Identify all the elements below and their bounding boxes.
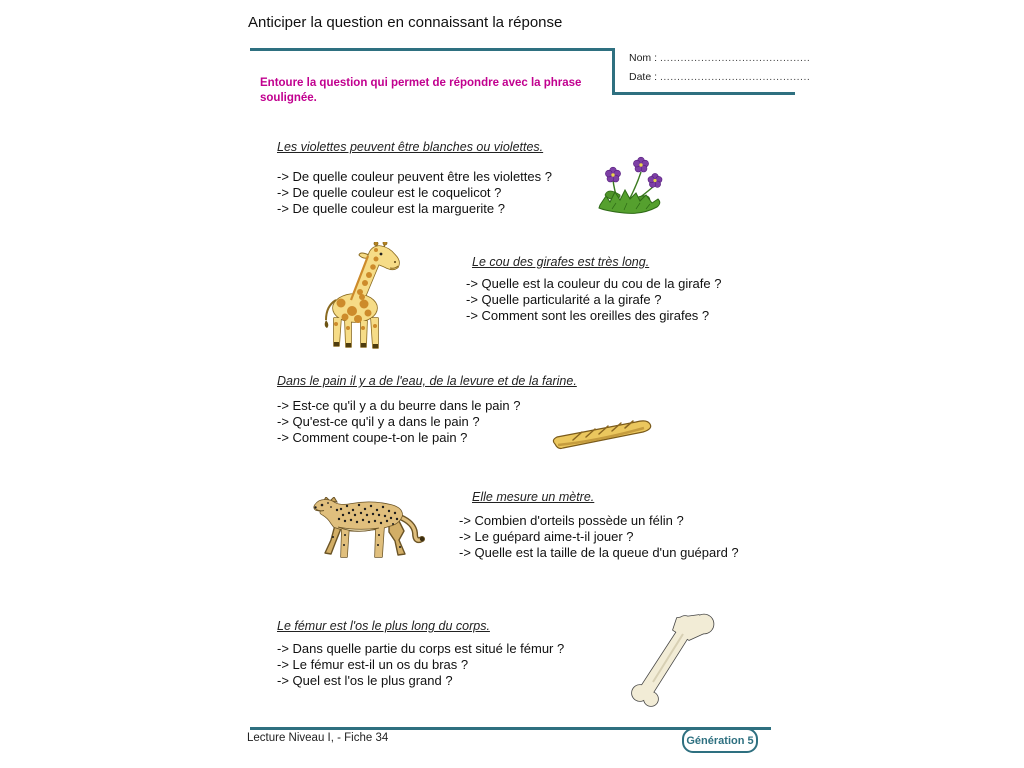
generation5-badge: Génération 5 — [682, 728, 758, 753]
question-line: -> De quelle couleur peuvent être les violettes ? — [277, 169, 552, 184]
question-line: -> Le guépard aime-t-il jouer ? — [459, 529, 634, 544]
question-list-violettes — [277, 169, 552, 217]
instruction-text: Entoure la question qui permet de répondre avec la phrase soulignée. — [260, 77, 582, 104]
question-line: -> Quelle particularité a la girafe ? — [466, 292, 662, 307]
giraffe-image — [318, 242, 402, 352]
violets-image — [594, 149, 664, 217]
question-line: -> Comment coupe-t-on le pain ? — [277, 430, 468, 445]
answer-sentence-pain: Dans le pain il y a de l'eau, de la levure et de la farine. — [277, 374, 577, 388]
date-label: Date : — [629, 71, 658, 83]
answer-sentence-metre: Elle mesure un mètre. — [472, 490, 595, 504]
question-list-girafe — [466, 276, 721, 324]
question-line: -> Qu'est-ce qu'il y a dans le pain ? — [277, 414, 480, 429]
question-list-femur — [277, 641, 564, 689]
question-line: -> Quelle est la couleur du cou de la girafe ? — [466, 276, 722, 291]
question-line: -> Quel est l'os le plus grand ? — [277, 673, 453, 688]
answer-sentence-girafe: Le cou des girafes est très long. — [472, 255, 650, 269]
cheetah-image — [311, 497, 426, 567]
name-date-box — [612, 48, 811, 95]
question-line: -> De quelle couleur est la marguerite ? — [277, 201, 505, 216]
name-label: Nom : — [629, 52, 658, 64]
question-line: -> Est-ce qu'il y a du beurre dans le pain ? — [277, 398, 521, 413]
question-list-guepard — [459, 513, 739, 561]
answer-sentence-violettes: Les violettes peuvent être blanches ou violettes. — [277, 140, 544, 154]
question-line: -> Dans quelle partie du corps est situé le fémur ? — [277, 641, 565, 656]
femur-bone-image — [627, 610, 719, 708]
name-dots-line: ............................................ — [659, 52, 811, 64]
answer-sentence-femur: Le fémur est l'os le plus long du corps. — [277, 619, 490, 633]
question-line: -> De quelle couleur est le coquelicot ? — [277, 185, 502, 200]
page-title: Anticiper la question en connaissant la réponse — [248, 14, 563, 31]
header-rule — [250, 48, 614, 51]
footer-worksheet-label: Lecture Niveau I, - Fiche 34 — [247, 732, 389, 744]
question-line: -> Le fémur est-il un os du bras ? — [277, 657, 469, 672]
baguette-image — [548, 409, 656, 454]
question-line: -> Comment sont les oreilles des girafes ? — [466, 308, 710, 323]
date-dots-line: ............................................ — [659, 71, 811, 83]
question-list-pain — [277, 398, 520, 446]
question-line: -> Combien d'orteils possède un félin ? — [459, 513, 684, 528]
question-line: -> Quelle est la taille de la queue d'un guépard ? — [459, 545, 739, 560]
